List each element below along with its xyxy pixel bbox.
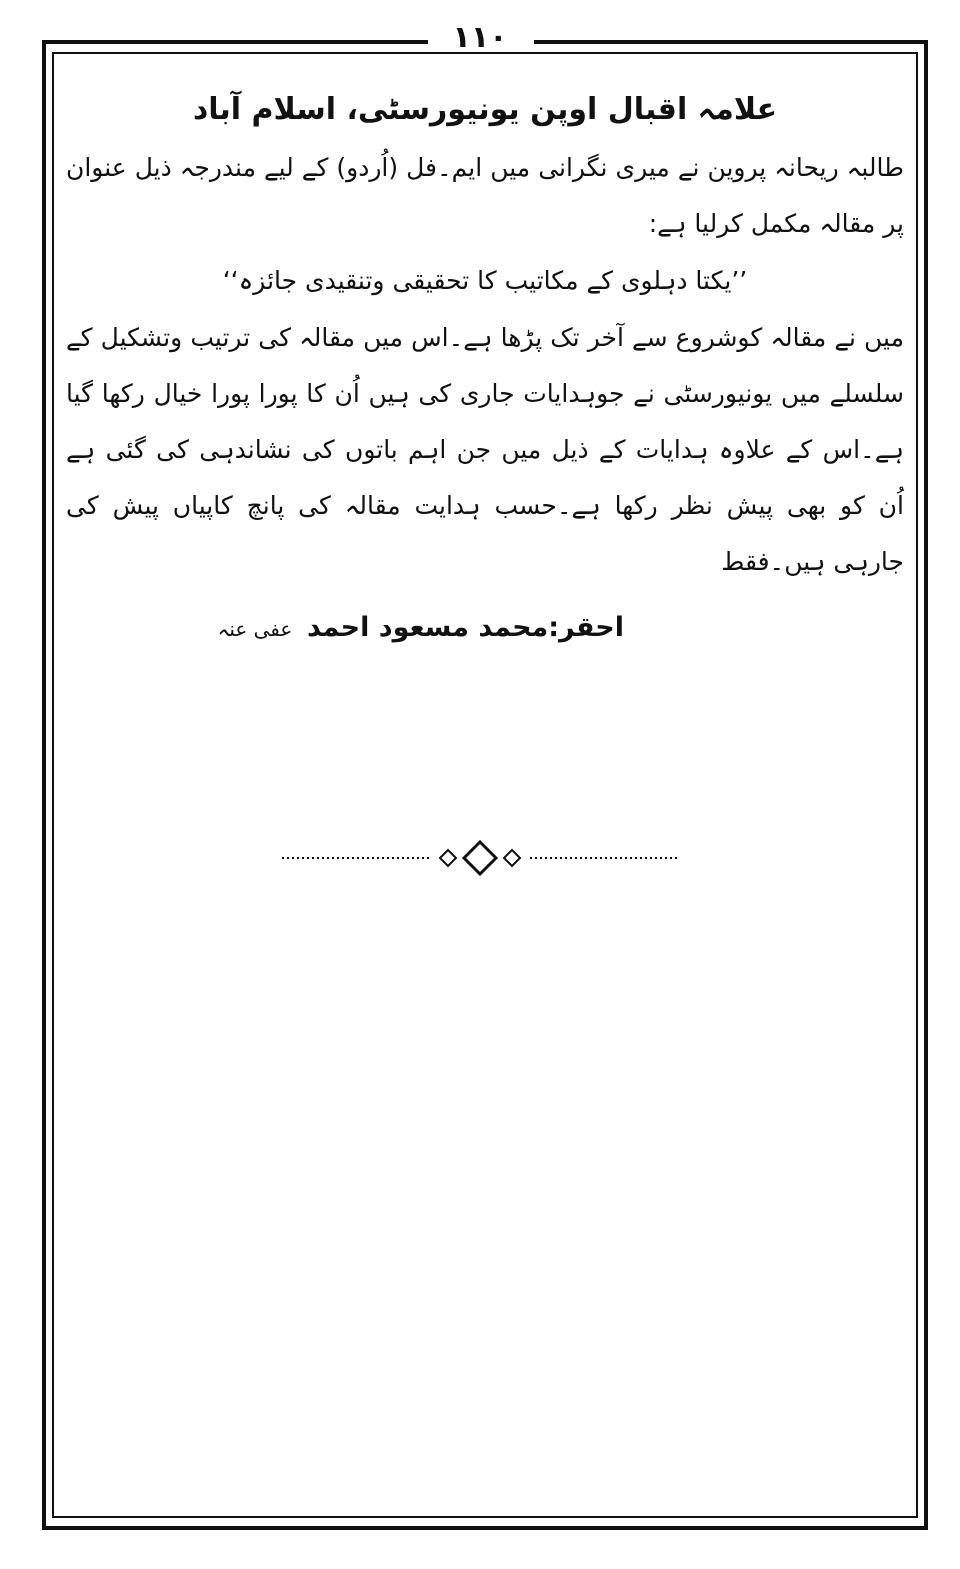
institution-title: علامہ اقبال اوپن یونیورسٹی، اسلام آباد xyxy=(192,92,778,127)
page-number: ۱۱۰ xyxy=(452,20,508,55)
thesis-title: ’’یکتا دہلوی کے مکاتیب کا تحقیقی وتنقیدی جائزہ‘‘ xyxy=(222,266,748,295)
signature-suffix: عفی عنہ xyxy=(217,617,293,641)
signature-line xyxy=(66,604,904,653)
letter-content xyxy=(66,80,904,653)
divider-ornament xyxy=(280,838,680,878)
large-diamond-icon xyxy=(464,842,496,874)
main-paragraph: میں نے مقالہ کوشروع سے آخر تک پڑھا ہے۔اس میں مقالہ کی ترتیب وتشکیل کے سلسلے میں یونیورسٹی نے جوہدایات جاری کی ہیں اُن کا پورا پورا خیال رکھا گیا ہے۔اس کے علاوہ ہدایات کے ذیل میں جن اہم باتوں کی نشاندہی کی گئی ہے اُن کو بھی پیش نظر رکھا ہے۔حسب ہدایت مقالہ کی پانچ کاپیاں پیش کی جارہی ہیں۔فقط xyxy=(66,323,904,576)
small-diamond-left-icon xyxy=(440,850,456,866)
signature-name: احقر:محمد مسعود احمد xyxy=(306,612,624,643)
small-diamond-right-icon xyxy=(504,850,520,866)
intro-paragraph: طالبہ ریحانہ پروین نے میری نگرانی میں ایم۔فل (اُردو) کے لیے مندرجہ ذیل عنوان پر مقالہ مکمل کرلیا ہے: xyxy=(66,153,904,238)
